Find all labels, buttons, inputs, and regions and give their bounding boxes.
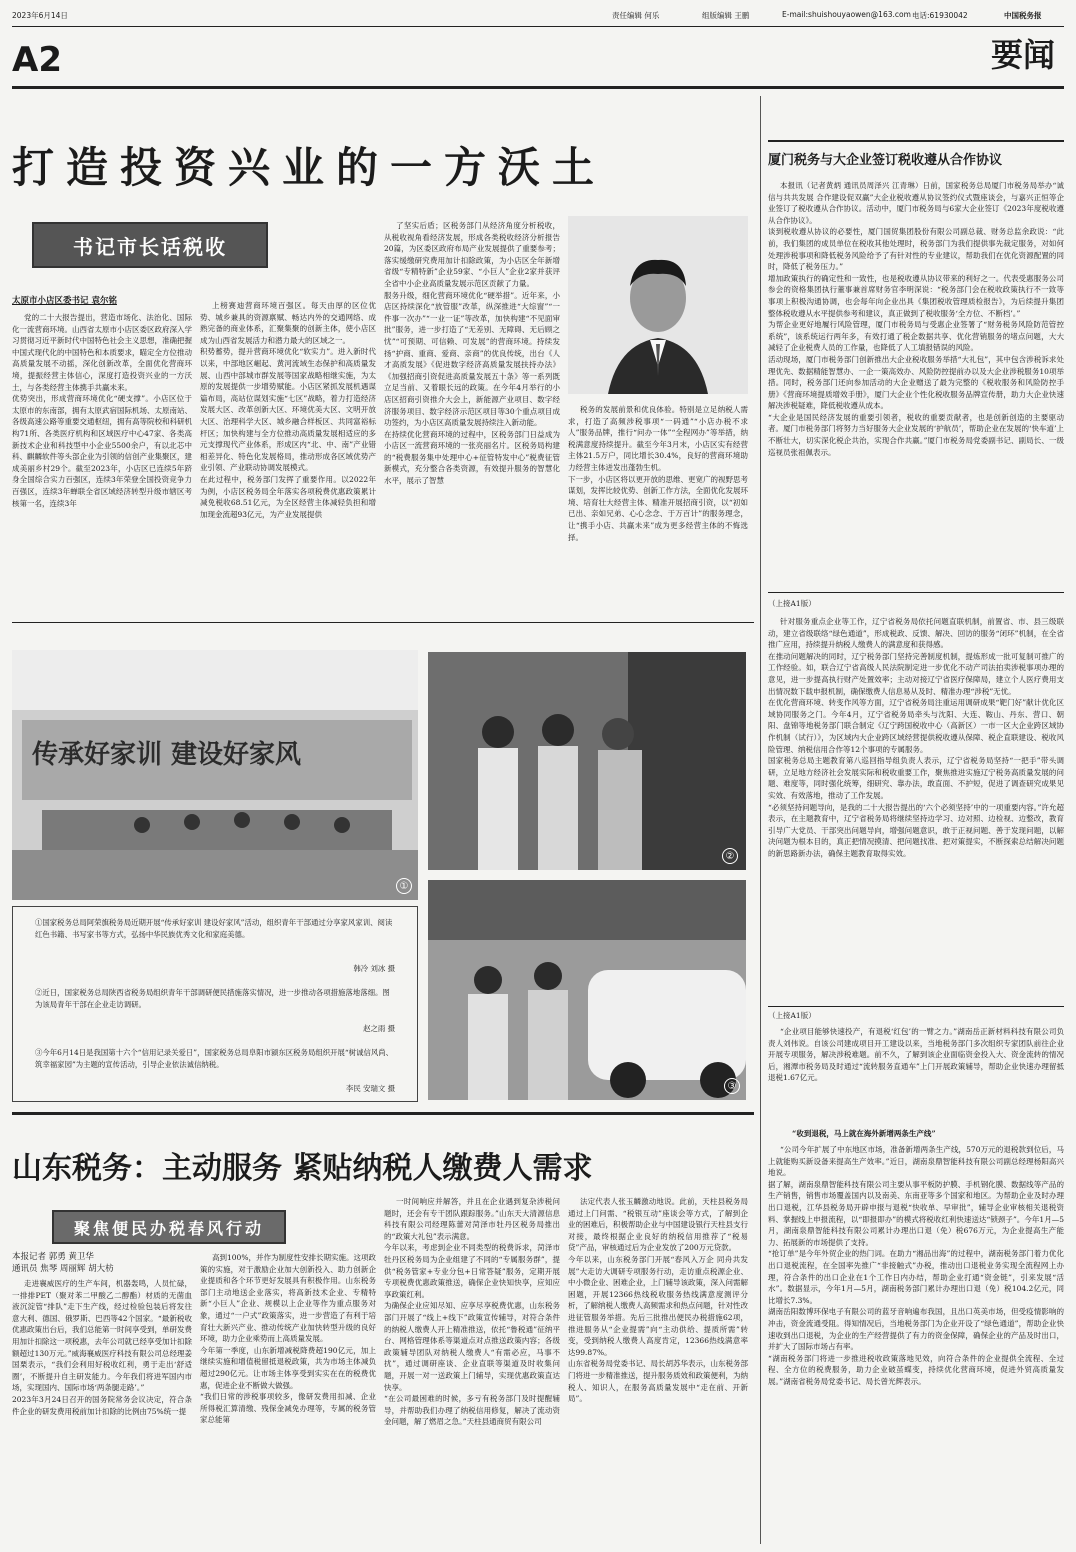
caption-2: ②近日，国家税务总局陕西省税务局组织青年干部调研便民措施落实情况，进一步推动各项措施落地落细。图为该局青年干部在企业走访调研。 — [35, 988, 390, 1009]
photo-3-scene — [428, 880, 746, 1100]
liaoning-text: 针对服务重点企业等工作，辽宁省税务局依托问题直联机制，前置省、市、县三级联动，建立省级联络“绿色通道”，形成税政、反馈、解决、回访的服务“闭环”机制，在全省推广应用，持续提升纳税人缴费人的满意度和获得感。 在推动问题解决的同时，辽宁税务部门坚持完善制度机制，提炼形成一批可复制可推广的工作经验。如，联合辽宁省高级人民法院制定进一步优化不动产司法拍卖涉税事项办理的意见，进一步提高执行财产处置效率；主动对接辽宁省医疗保障局，建立个人医疗费用支出情况数下载申报机制，确保缴费人信息易从及时、精准办理“涉税”无忧。 在优化营商环境、转变作风等方面，辽宁省税务局注重运用调研成果“靶门好”献计优化区域协同服务之门。今年4月，辽宁省税务局牵头与沈阳、大连、鞍山、丹东、营口、朝阳、盘锦等地税务部门联合制定《辽宁跨国税收中心（高新区）一市一区大企业跨区域协作机制（试行）》，为区域内大企业跨区域经营提供税收遵从保障、税企直联建设、税收风险管理、纳税信用合作等12个事项的专属服务。 国家税务总局主题教育第八巡回指导组负责人表示，辽宁省税务局坚持“一把手”带头调研，立足地方经济社会发展实际和税收重要工作，聚焦推进实施辽宁税务高质量发展的问题、难度等，同时强化统筹，细研究、靠办法，敢直面、不护短，促进了调查研究成果见实效、有效落地，推动了工作发展。 “必须坚持问题导向，是我的二十大报告提出的‘六个必须坚持’中的一项重要内容。”许允超表示，在主题教育中，辽宁省税务局将继续坚持边学习、边对照、边检视、边整改，教育引导广大党员、干部突出问题导向，增强问题意识，敢于正视问题、善于发现问题，以解决问题为根本目的，真正把情况摸清、把问题找准、把对策提实，不断探索总结解决问题的新思路新办法，确保主题教育取得实效。 — [768, 617, 1064, 858]
shandong-byline-1: 本报记者 郭勇 黄卫华 — [12, 1252, 94, 1262]
header-email: E-mail:shuishouyaowen@163.com — [782, 10, 911, 19]
caption-2-credit: 赵之雨 摄 — [363, 1024, 395, 1033]
header-phone: 电话:61930042 — [912, 11, 968, 20]
header-date: 2023年6月14日 — [12, 11, 68, 20]
liaoning-top-rule — [768, 592, 1064, 593]
hunan-text: “企业项目能够快速投产，有退税‘红包’的一臂之力。”湖南岳正新材料科技有限公司负责人刘伟说。自该公司建成项目开工建设以来，当地税务部门多次组织专家团队前往企业开展专项服务，解决涉税难题。前不久，了解到该企业面临资金投入大、资金流转的情况后，湘潭市税务局及时通过“流转服务直通车”上门开展政策辅导，帮助企业快速办理留抵退税1.67亿元。 — [768, 1027, 1064, 1083]
shandong-col-4: 法定代表人张玉麟激动地说。此前，天柱县税务局通过上门问需、“税银互动”座谈会等方式，了解到企业的困难后，积极帮助企业与中国建设银行天柱县支行对接，最终根据企业良好的纳税信用推荐了“税易贷”产品，审核通过后为企业发放了200万元贷款。 今年以来，山东税务部门开展“春风入万企 同舟共发展”大走访大调研专项服务行动，走访重点税源企业、中小微企业、困难企业，上门辅导该政策，深入问需解困题，开展12366热线税收服务热线满意度测评分析，了解纳税人缴费人高频需求和热点问题，针对性改进征管服务举措。先后三批推出便民办税措施62项，推进服务从“企业提需”向“主动供给、提质所需”转变，受到纳税人缴费人高度肯定，12366热线满意率达99.87%。 山东省税务局党委书记、局长胡苏华表示，山东税务部门将进一步精准推送，提升服务质效和政策便利，为纳税人、知识人，在服务高质量发展中“走在前、开新局”。 — [568, 1197, 748, 1404]
photo-3 — [428, 880, 746, 1100]
photo-2-number: ② — [722, 848, 738, 864]
liaoning-continued: （上接A1版） — [768, 599, 816, 608]
caption-3-credit: 李民 安瑞文 摄 — [345, 1084, 395, 1093]
photo-1 — [12, 650, 418, 900]
header-paper: 中国税务报 — [1004, 11, 1042, 20]
right-column-divider — [760, 96, 761, 1544]
photo-1-banner-text: 传承好家训 建设好家风 — [32, 740, 302, 768]
photo-2 — [428, 652, 746, 870]
shandong-col-3: 一时间响应并解答，并且在企业遇到复杂涉税问题时，还会有专干团队跟踪服务。”山东天大清源信息科技有限公司经理陈蕾对菏泽市牡丹区税务局推出的“政策大礼包”表示满意。 今年以来，考虑到企业不同类型的税费诉求，菏泽市牡丹区税务局为企业组建了不同的“专属服务群”，提供“税务管家+专业分包+日常答疑”服务，定期开展专项税费优惠政策推送，确保企业快知快享，应知应享政策红利。 为确保企业应知尽知、应享尽享税费优惠，山东税务部门开展了“线上+线下”政策宣传辅导，对符合条件的纳税人缴费人开上精准推送，依托“鲁税通”征纳平台、网格管理体系等渠道点对点推送政策内容；各级政策辅导团队对纳税人缴费人“有需必应，马事不扰”，通过调研座谈、企业直联等渠道及时收集问题，开展一对一送政策上门辅导，实现优惠政策直达快享。 “在公司最困难的时候，多亏有税务部门及时提醒辅导，并帮助我们办理了纳税信用修复，解决了流动资金问题，解了燃眉之急。”天柱县通商贸有限公司 — [384, 1197, 560, 1427]
hunan-top-rule — [768, 1006, 1064, 1007]
photo-2-scene — [428, 652, 746, 870]
header-group-editor: 组版编辑 王鹏 — [702, 11, 750, 20]
photo-captions — [12, 906, 418, 1102]
xiamen-text: 本报讯（记者黄炳 通讯员周泽兴 江青琳）日前，国家税务总局厦门市税务局举办“诚信与共共发展 合作建设促双赢”大企业税收遵从协议签约仪式暨座谈会，与嘉兴正恒等企业签订了税收遵从合作协议。活动中，厦门市税务局与6家大企业签订《2023年度税收遵从合作协议》。 谈到税收遵从协议的必要性，厦门国贸集团股份有限公司副总裁、财务总监余政说：“此前，我们集团的成员单位在税收其他处理时，税务部门为我们提供事先裁定服务，对如何处理涉税事项和降低税务风险给予了有针对性的专业建议，帮助我们在优化资源配置的同时，降低了税务压力。” 增加政策执行的确定性和一致性，也是税收遵从协议带来的利好之一。代表受惠服务公司参会的资格集团执行董事兼首席财务官李明深说：“税务部门会在税收政策执行不一致等事项上积极沟通协调，也会每年向企业出具《集团税收管理质检报告》，为后续提升集团整体税收遵从水平提供参考和建议，真正做到了税收服务‘全方位、不断档’。” 为帮企业更好地履行风险管理，厦门市税务局与受惠企业签署了“财务税务风险防范管控系统”，该系统运行两年多，有效打通了税企数据共享、优化营销服务的堵点问题，大大减轻了企业税费人员的工作量，也降低了人工填报错误的风险。 活动现场，厦门市税务部门创新推出大企业税收服务举措“大礼包”，其中包含涉税诉求处理优先、数据精能智慧办、一企一策高效办、风险防控提前办以及大企业涉税服务10项举措。同时，税务部门还向参加活动的大企业赠送了最为完整的《税收服务和风险防控手册》《营商环境提质增效手册》，厦门大企业个性化税收服务品牌宣传册，助力大企业快速解决涉税疑难，降低税收遵从成本。 “大企业是国民经济发展的重要引领者，税收的重要贡献者，也是创新创造的主要驱动者。厦门市税务部门将努力当好服务大企业发展的‘护航员’，帮助企业在发展的‘快车道’上不断壮大，切实深化税企共治，实现合作共赢。”厦门市税务局党委副书记、副局长、一级巡视员张祖佩表示。 — [768, 181, 1064, 457]
shandong-title: 山东税务：主动服务 紧贴纳税人缴费人需求 — [12, 1151, 593, 1186]
section-title: 要闻 — [990, 36, 1055, 74]
shandong-col-2: 高到100%，并作为制度性安排长期实施。这项政策的实施，对于激励企业加大创新投入、助力创新企业提质和各个环节更好发展具有积极作用。山东税务部门主动地送企业落实，将高新技术企业、专精特新“小巨人”企业、规模以上企业等作为重点服务对象，通过“一户式”政策落实，进一步营造了有利于培育壮大新兴产业、推动传统产业加快转型升级的良好环境，助力企业乘势而上高质量发展。 今年第一季度，山东新增减税降费超190亿元，加上继续实施和增值税留抵退税政策，共为市场主体减负超过290亿元。让市场主体享受到实实在在的税费优惠，促进企业不断做大做强。 “我们日常的涉税事项较多，像研发费用扣减、企业所得税汇算清缴、残保金减免办理等，专属的税务管家总能第 — [200, 1253, 376, 1425]
section-rule — [12, 86, 1064, 89]
feature-col-4: 税务的发展前景和优良体验。特别是立足纳税人需求，打造了高频涉税事项“一码通”“小店办税不求人”服务品牌，推行“问办一体”“全程网办”等举措，纳税满意度持续提升。截至今年3月末，小店区实有经营主体21.5万户，同比增长30.4%，良好的营商环境助力经营主体迸发出蓬勃生机。 下一步，小店区将以更开放的思维、更宽广的视野思考谋划，发挥比较优势、创新工作方法，全面优化发展环境、培育壮大经营主体、精准开展招商引资，以“初如已出、亲如兄弟、心心念念、于万百计”的服务理念，让“携手小店、共赢未来”成为更多经营主体的不悔选择。 — [568, 405, 748, 542]
feature-title: 打造投资兴业的一方沃土 — [12, 143, 607, 192]
caption-1-credit: 韩冷 刘冰 摄 — [353, 964, 395, 973]
hunan-subhead: “收到退税，马上就在海外新增两条生产线” — [792, 1129, 936, 1138]
feature-col-1: 党的二十大报告提出，营造市场化、法治化、国际化一流营商环境。山西省太原市小店区委区政府深入学习贯彻习近平新时代中国特色社会主义思想，准确把握中国式现代化的中国特色和本质要求，瞄定全方位推动高质量发展不动摇，深化创新改革，全面优化营商环境，提振经营主体信心，深度打造投资兴业的一方沃土，与各类经营主体携手共赢未来。 优势突出，形成营商环境优化“硬支撑”。小店区位于太原市的东南部，拥有太原武宿国际机场、太原南站、各级高速公路等重要交通枢纽，拥有高等院校和科研机构71所、各类医疗机构和区域医疗中心47家、各类高新技术企业和科技型中小企业5500余户，有以北芯中科、麒麟软件等头部企业为引领的信创产业集聚区，建成美丽乡村29个。截至2023年，小店区已连续5年跻身全国综合实力百强区，连续3年荣登全国投资竞争力百强区，连续3年蝉联全省区域经济转型升级市辖区考核第一名，连续3年 — [12, 313, 192, 508]
feature-col-2: 上榜赛迪营商环境百强区。每天由厚的区位优势、城乡兼具的资源禀赋、畅达内外的交通网络、成熟完备的商业体系，汇聚集聚的创新主体，使小店区成为山西省发展活力和潜力最大的区域之一。 积势蓄势，提升营商环境优化“软实力”。进入新时代以来，中部地区崛起、黄河流域生态保护和高质量发展、山西中部城市群发展等国家战略相继实施，为太原的发展提供一步增势赋能。小店区紧抓发展机遇谋篇布局，高站位谋划实施“七区”战略，着力打造经济发展大区、改革创新大区、环境优美大区、文明开放大区、治理科学大区、城乡融合样板区、共同富裕标杆区；加快构建与全方位推动高质量发展相适应的多元支撑现代产业体系，形成区内“北、中、南”产业错相差异化、特色化发展格局，推动形成各区域优势产业引领、产业联动协调发展模式。 在此过程中，税务部门发挥了重要作用。以2022年为例，小店区税务局全年落实各项税费优惠政策累计减免税收68.51亿元，为全区经营主体减轻负担和增加现金流超93亿元，为产业发展提供 — [200, 301, 376, 519]
caption-3: ③今年6月14日是我国第十六个“信用记录关爱日”，国家税务总局阜阳市颍东区税务局组织开展“树诚信风尚、筑幸福家园”为主题的宣传活动，引导企业依法诚信纳税。 — [35, 1048, 394, 1069]
xiamen-top-rule — [768, 140, 1064, 142]
feature-bottom-rule — [12, 622, 754, 623]
hunan-continued: （上接A1版） — [768, 1011, 816, 1020]
shandong-byline-2: 通讯员 焦琴 周丽辉 胡大枋 — [12, 1264, 114, 1274]
header-divider — [12, 26, 1064, 27]
hunan-text-2: “公司今年扩展了中东地区市场，准备新增两条生产线，570万元的退税款到位后，马上就能购买新设备来提高生产效率。”近日，湖南泉鼎智能科技有限公司副总经理杨阳高兴地说。 据了解，湖南泉鼎智能科技有限公司主要从事平板防护膜、手机钢化膜、数据线等产品的生产销售，销售市场覆盖国内以及南美、东南亚等多个国家和地区。为帮助企业及时办理出口退税，江华县税务局开辟申报与退税“快收单、早审批”，辅导企业审核相关退税资料、掌握线上申报流程，以“即报即办”的模式将税收红利快速送达“锁颈子”。今年1月—5月，湖南泉鼎智能科技有限公司累计办理出口退（免）税676万元，为企业提高生产能力、拓展新的市场提供了支持。 “抢订单”是今年外贸企业的热门词。在助力“湘品出海”的过程中，湖南税务部门着力优化出口退税流程，在全国率先推广“非接触式”办税，推动出口退税业务实现全流程网上办理，符合条件的出口企业在1个工作日内办结，帮助企业打通“资金链”，引来发展“活水”。数据显示，今年1月—5月，湖南税务部门累计办理出口退（免）税104.2亿元，同比增长7.3%。 湖南岳阳数博环保电子有限公司的蓝牙音响遍布我国，且出口英美市场，但受疫情影响的冲击，资金流通受阻。得知情况后，当地税务部门为企业开设了“绿色通道”，帮助企业快速收到出口退税，为企业的生产经营提供了有力的资金保障，确保企业的产品及时出口，并扩大了国际市场占有率。 “湖南税务部门将进一步推进税收政策落地见效，向符合条件的企业提供全流程、全过程、全方位的税费服务，助力企业破茧蝶变，持续优化营商环境，促进外贸高质量发展。”湖南省税务局党委书记、局长曾光辉表示。 — [768, 1145, 1064, 1386]
photos-bottom-rule — [12, 1112, 754, 1115]
shandong-col-1: 走进襄威医疗的生产车间，机器轰鸣，人员忙碌，一排排PET（聚对苯二甲酸乙二醇酯）材质的无菌血液沉淀管“排队”走下生产线，经过检验包装后将发往意大利、德国、俄罗斯、巴西等42个国家。“最新税收优惠政策出台后，我们总能第一时间享受到，单研发费用加计扣除这一项税惠，去年公司就已经享受加计扣除额超过130万元。”威海襄威医疗科技有限公司总经理姜国栗表示，“我们会利用好税收红利，勇于走出‘舒适圈’，不断提升自主研发能力。今年我们将进军国内市场，实现国内、国际市场‘两条腿走路’。” 2023年3月24日召开的国务院常务会议决定，符合条件企业的研发费用税前加计扣除的比例由75%统一提 — [12, 1279, 192, 1416]
feature-byline: 太原市小店区委书记 袁尔铭 — [12, 296, 117, 306]
photo-1-number: ① — [396, 878, 412, 894]
caption-1: ①国家税务总局阿荣旗税务局近期开展“传承好家训 建设好家风”活动，组织青年干部通过分享家风家训、阅读红色书籍、书写家书等方式，弘扬中华民族优秀文化和家庭美德。 — [35, 918, 393, 939]
shandong-banner: 聚焦便民办税春风行动 — [52, 1210, 286, 1244]
photo-1-scene — [12, 650, 418, 900]
feature-banner: 书记市长话税收 — [32, 222, 268, 268]
feature-col-3: 了坚实后盾；区税务部门从经济角度分析税收，从税收视角看经济发展，形成各类税收经济分析报告20篇，为区委区政府布局产业发展提供了重要参考；落实缓缴研究费用加计扣除政策，为小店区全年新增省级“专精特新”企业59家、“小巨人”企业2家并获评全省中小企业高质量发展示范区贡献了力量。 服务升级，细化营商环境优化“硬举措”。近年来，小店区持续深化“放管服”改革，纵深推进“大综窗”“一件事一次办”“一业一证”等改革，加快构建“不见面审批”服务，进一步打造了“无差别、无障碍、无后顾之忧”“可预期、可信赖、可发展”的营商环境。持续发扬“护商、重商、爱商、亲商”的优良传统，出台《人才高质发展》《促进数字经济高质量发展扶持办法》《加强招商引资促进高质量发展五十条》等一系列既立足当前、又着眼长远的政策。在今年4月举行的小店区招商引资推介大会上，新能源产业项目、数字经济服务项目、数字经济示范区项目等30个重点项目成功签约，为小店区高质量发展持续注入新动能。 在持续优化营商环境的过程中，区税务部门日益成为小店区一流营商环境的一张亮丽名片。区税务局构建的“税费服务集中处理中心+征管特发中心”税费征管新模式，充分整合各类资源，有效提升服务的智慧化水平，展示了智慧 — [384, 221, 560, 486]
xiamen-title: 厦门税务与大企业签订税收遵从合作协议 — [768, 153, 1003, 168]
header-bar — [12, 10, 1064, 24]
author-portrait — [568, 216, 748, 394]
portrait-figure — [568, 216, 748, 394]
header-editor: 责任编辑 何乐 — [612, 11, 660, 20]
photo-3-number: ③ — [724, 1078, 740, 1094]
page-code: A2 — [12, 40, 62, 80]
